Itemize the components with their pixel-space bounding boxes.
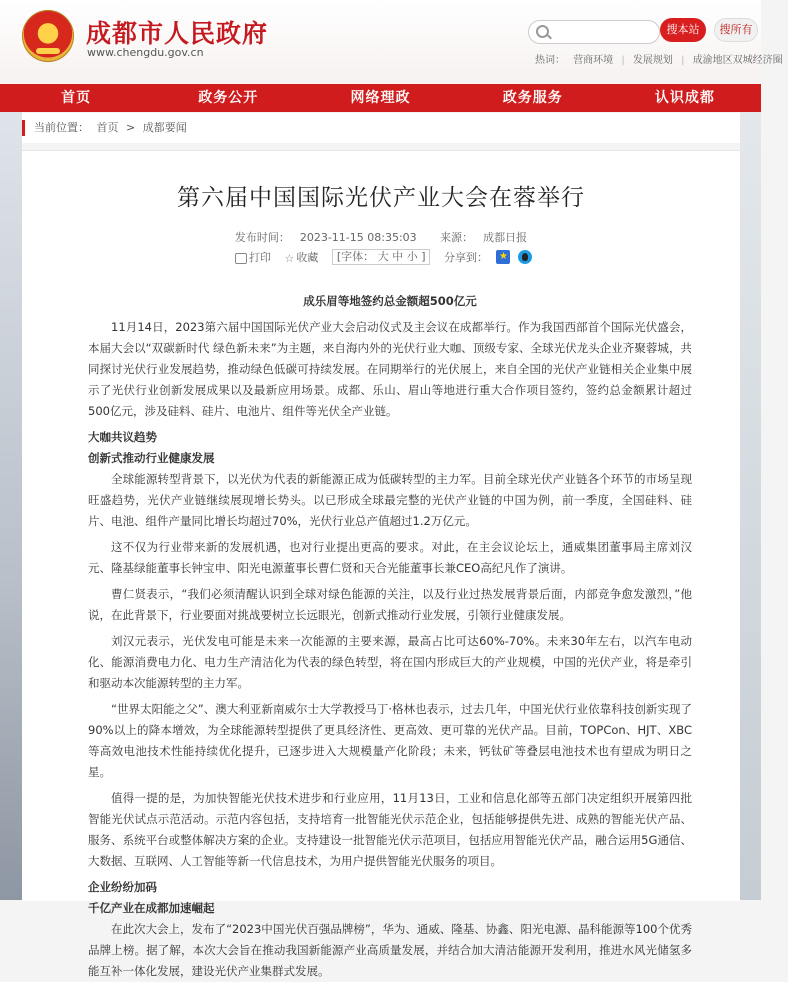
breadcrumb-current[interactable]: 成都要闻 [142, 121, 187, 134]
print-button[interactable]: 打印 [235, 249, 271, 265]
paragraph: 11月14日，2023第六届中国国际光伏产业大会启动仪式及主会议在成都举行。作为我国西部首个国际光伏盛会，本届大会以“双碳新时代 绿色新未来”为主题，来自海内外的光伏行业大咖、顶级专家、全球光伏龙头企业齐聚蓉城，共同探讨光伏行业发展趋势，推动绿色低碳可持续发展。在同期举行的光伏展上，来自全国的光伏产业链相关企业集中展示了光伏行业创新发展成果以及最新应用场景。成都、乐山、眉山等地进行重大合作项目签约，签约总金额累计超过500亿元，涉及硅料、硅片、电池片、组件等光伏全产业链。 [88, 320, 692, 418]
breadcrumb-home[interactable]: 首页 [96, 121, 119, 134]
paragraph: 刘汉元表示，光伏发电可能是未来一次能源的主要来源，最高占比可达60%-70%。未来30年左右，以汽车电动化、能源消费电力化、电力生产清洁化为代表的绿色转型，将在国内形成巨大的产业规模，中国的光伏产业，将是牵引和驱动本次能源转型的主力军。 [88, 634, 692, 690]
hot-word-link[interactable]: 营商环境 [573, 55, 614, 66]
source: 成都日报 [483, 231, 528, 244]
paragraph: 这不仅为行业带来新的发展机遇，也对行业提出更高的要求。对此，在主会议论坛上，通威集团董事局主席刘汉元、隆基绿能董事长钟宝申、阳光电源董事长曹仁贤和天合光能董事长兼CEO高纪凡作了演讲。 [88, 540, 692, 575]
article-card [22, 150, 740, 978]
breadcrumb-label: 当前位置： [34, 121, 89, 134]
paragraph: 值得一提的是，为加快智能光伏技术进步和行业应用，11月13日，工业和信息化部等五部门决定组织开展第四批智能光伏试点示范活动。示范内容包括，支持培育一批智能光伏示范企业，包括能够提供先进、成熟的智能光伏产品、服务、系统平台或整体解决方案的企业。支持建设一批智能光伏示范项目，包括应用智能光伏产品，融合运用5G通信、大数据、互联网、人工智能等新一代信息技术，为用户提供智能光伏服务的项目。 [88, 791, 692, 868]
site-header [0, 0, 783, 84]
breadcrumb-sep: > [126, 121, 136, 134]
search-site-button[interactable]: 搜本站 [660, 18, 706, 42]
site-name[interactable]: 成都市人民政府 [86, 19, 269, 48]
paragraph: 在此次大会上，发布了“2023中国光伏百强品牌榜”，华为、通威、隆基、协鑫、阳光电源、晶科能源等100个优秀品牌上榜。据了解，本次大会旨在推动我国新能源产业高质量发展，并结合加大清洁能源开发利用，推进水风光储氢多能互补一体化发展，建设光伏产业集群式发展。 [88, 922, 692, 978]
share-label: 分享到： [443, 251, 488, 264]
article-body [88, 291, 692, 982]
national-emblem-icon [22, 10, 74, 62]
paragraph: 全球能源转型背景下，以光伏为代表的新能源正成为低碳转型的主力军。目前全球光伏产业链各个环节的市场呈现旺盛趋势，光伏产业链继续展现增长势头。以已形成全球最完整的光伏产业链的中国为例，前一季度，全国硅料、硅片、电池、组件产量同比增长均超过70%，光伏行业总产值超过1.2万亿元。 [88, 472, 692, 528]
publish-label: 发布时间： [234, 231, 290, 244]
share-qq-icon[interactable] [518, 250, 532, 264]
main-nav [0, 84, 761, 112]
source-label: 来源： [440, 231, 474, 244]
section-subheading: 千亿产业在成都加速崛起 [88, 901, 215, 915]
hot-words-label: 热词： [535, 55, 565, 66]
article-title: 第六届中国国际光伏产业大会在蓉举行 [177, 185, 585, 211]
font-small-button[interactable]: 小 [406, 250, 418, 263]
nav-item-online-governance[interactable]: 网络理政 [350, 90, 411, 106]
section-subheading: 创新式推动行业健康发展 [88, 451, 215, 465]
breadcrumb-marker [22, 120, 25, 136]
breadcrumb [22, 113, 740, 143]
article-tools [22, 249, 740, 265]
favorite-button[interactable]: ☆ 收藏 [284, 251, 319, 265]
search-box[interactable] [528, 20, 660, 44]
publish-time: 2023-11-15 08:35:03 [299, 231, 417, 244]
star-icon: ☆ [284, 251, 295, 265]
section-heading: 大咖共议趋势 [88, 430, 157, 444]
background-right [740, 112, 761, 900]
nav-item-government-services[interactable]: 政务服务 [502, 90, 563, 106]
search-input[interactable] [551, 23, 655, 41]
nav-item-about-chengdu[interactable]: 认识成都 [654, 90, 715, 106]
article-meta [22, 229, 740, 245]
hot-words: 热词： 营商环境 | 发展规划 | 成渝地区双城经济圈 [535, 55, 783, 66]
nav-item-home[interactable]: 首页 [61, 90, 92, 106]
section-heading: 企业纷纷加码 [88, 880, 157, 894]
hot-word-link[interactable]: 发展规划 [632, 55, 673, 66]
hot-word-link[interactable]: 成渝地区双城经济圈 [692, 55, 783, 66]
nav-item-government-affairs[interactable]: 政务公开 [198, 90, 259, 106]
paragraph: 曹仁贤表示，“我们必须清醒认识到全球对绿色能源的关注，以及行业过热发展背景后面，内部竞争愈发激烈，”他说，在此背景下，行业要面对挑战要树立长远眼光，创新式推动行业发展，引领行业健康发展。 [88, 587, 692, 622]
share-qzone-icon[interactable]: ★ [496, 250, 510, 264]
search-all-button[interactable]: 搜所有 [714, 18, 758, 42]
search-icon [536, 25, 549, 38]
print-icon [235, 253, 247, 264]
article-subtitle: 成乐眉等地签约总金额超500亿元 [303, 294, 477, 308]
site-url: www.chengdu.gov.cn [87, 46, 204, 59]
background-left [0, 112, 22, 900]
font-size-control: [字体： 大 中 小 ] [332, 249, 431, 265]
font-large-button[interactable]: 大 [377, 250, 389, 263]
font-medium-button[interactable]: 中 [392, 250, 404, 263]
paragraph: “世界太阳能之父”、澳大利亚新南威尔士大学教授马丁·格林也表示，过去几年，中国光伏行业依靠科技创新实现了90%以上的降本增效，为全球能源转型提供了更具经济性、更高效、更可靠的光伏产品。目前，TOPCon、HJT、XBC等高效电池技术性能持续优化提升，已逐步进入大规模量产化阶段；未来，钙钛矿等叠层电池技术也有望成为明日之星。 [88, 702, 692, 779]
